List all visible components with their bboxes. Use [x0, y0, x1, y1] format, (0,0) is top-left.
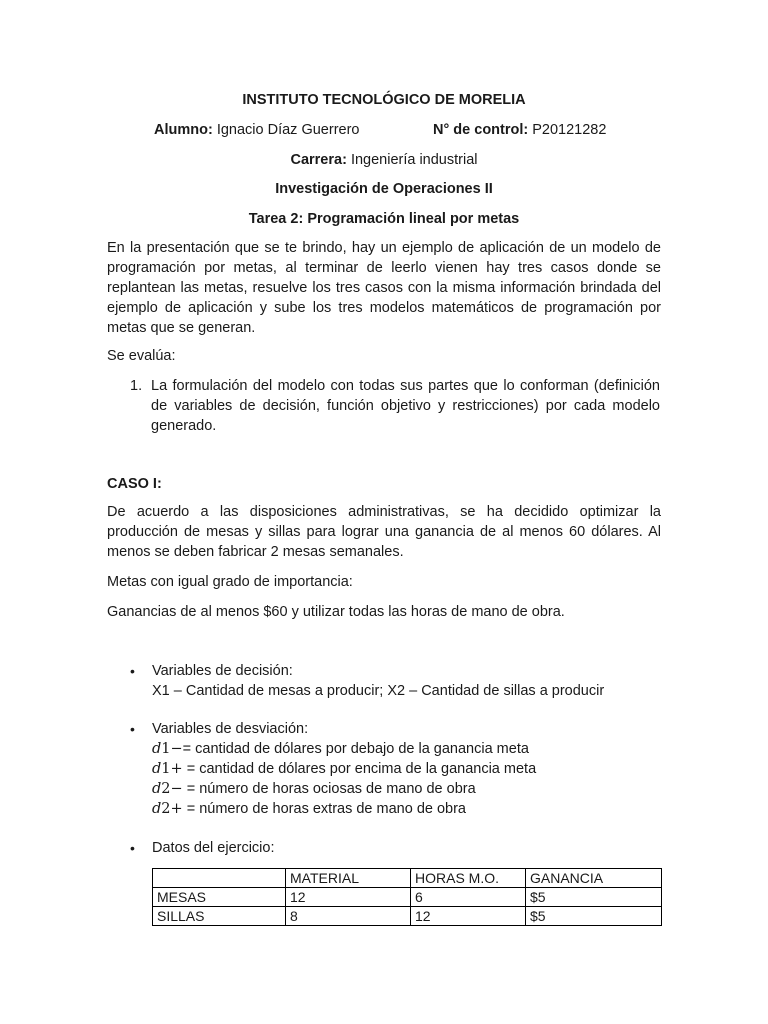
control-value: P20121282: [532, 122, 607, 138]
bullet-icon: •: [130, 663, 135, 679]
table-row: [153, 888, 662, 907]
student-name: Ignacio Díaz Guerrero: [216, 122, 360, 138]
deviation-var-row: [152, 799, 670, 819]
deviation-var-index: 2+: [161, 801, 183, 817]
institute-title: INSTITUTO TECNOLÓGICO DE MORELIA: [242, 92, 526, 108]
case-paragraph: De acuerdo a las disposiciones administrativas, se ha decidido optimizar la producción de mesas y sillas para lograr una ganancia de al menos 60 dólares. Al menos se deben fabricar 2 mesas semanales.: [107, 504, 661, 560]
bullet-deviation-variables: [130, 719, 670, 819]
decision-title: Variables de decisión:: [152, 663, 293, 679]
deviation-var-index: 1−: [161, 741, 183, 757]
case-heading: CASO I:: [107, 476, 162, 492]
bullet-decision-variables: [130, 661, 670, 701]
intro-paragraph: En la presentación que se te brindo, hay un ejemplo de aplicación de un modelo de programación por metas, al terminar de leerlo vienen hay tres casos donde se replantean las metas, resuelve los tres casos con la misma información brindada del ejemplo de aplicación y sube los tres modelos matemáticos de programación por metas que se generan.: [107, 240, 661, 336]
deviation-var-row: [152, 779, 670, 799]
task-title: Tarea 2: Programación lineal por metas: [248, 211, 520, 227]
goals-title: Metas con igual grado de importancia:: [107, 574, 353, 590]
career-line: [0, 150, 768, 170]
deviation-var-row: [152, 739, 670, 759]
table-cell: $5: [526, 888, 662, 907]
deviation-var-symbol: d: [152, 781, 162, 797]
deviation-var-text: = cantidad de dólares por debajo de la ganancia meta: [182, 741, 529, 757]
bullet-icon: •: [130, 840, 135, 856]
deviation-var-symbol: d: [152, 741, 162, 757]
deviation-title: Variables de desviación:: [152, 721, 309, 737]
control-label: N° de control:: [433, 122, 529, 138]
student-label: Alumno:: [154, 122, 213, 138]
career-label: Carrera:: [290, 152, 347, 168]
list-marker: 1.: [130, 378, 143, 394]
list-item-text: La formulación del modelo con todas sus partes que lo conforman (definición de variables de decisión, función objetivo y restricciones) por cada modelo generado.: [151, 378, 660, 434]
table-row: [153, 907, 662, 926]
table-cell: MESAS: [153, 888, 286, 907]
table-header-cell: HORAS M.O.: [411, 869, 526, 888]
table-header-row: [153, 869, 662, 888]
deviation-var-index: 2−: [161, 781, 183, 797]
career-value: Ingeniería industrial: [350, 152, 478, 168]
bullet-exercise-data: [130, 838, 670, 858]
table-header-cell: GANANCIA: [526, 869, 662, 888]
goals-text: Ganancias de al menos $60 y utilizar todas las horas de mano de obra.: [107, 604, 565, 620]
exercise-data-table: [152, 868, 662, 926]
deviation-var-row: [152, 759, 670, 779]
deviation-var-text: = número de horas extras de mano de obra: [182, 801, 466, 817]
table-cell: 12: [286, 888, 411, 907]
deviation-var-symbol: d: [152, 761, 162, 777]
table-header-cell: [153, 869, 286, 888]
table-cell: $5: [526, 907, 662, 926]
deviation-var-text: = número de horas ociosas de mano de obra: [182, 781, 476, 797]
decision-text: X1 – Cantidad de mesas a producir; X2 – Cantidad de sillas a producir: [152, 683, 605, 699]
course-title: Investigación de Operaciones II: [275, 181, 493, 197]
numbered-list-item: [130, 376, 660, 436]
deviation-var-index: 1+: [161, 761, 183, 777]
table-cell: 12: [411, 907, 526, 926]
table-cell: SILLAS: [153, 907, 286, 926]
table-header-cell: MATERIAL: [286, 869, 411, 888]
table-cell: 8: [286, 907, 411, 926]
control-info: [433, 120, 606, 140]
data-title: Datos del ejercicio:: [152, 840, 275, 856]
bullet-icon: •: [130, 721, 135, 737]
deviation-var-text: = cantidad de dólares por encima de la ganancia meta: [182, 761, 537, 777]
table-cell: 6: [411, 888, 526, 907]
deviation-var-symbol: d: [152, 801, 162, 817]
evaluates-label: Se evalúa:: [107, 348, 176, 364]
student-info: [154, 120, 359, 140]
